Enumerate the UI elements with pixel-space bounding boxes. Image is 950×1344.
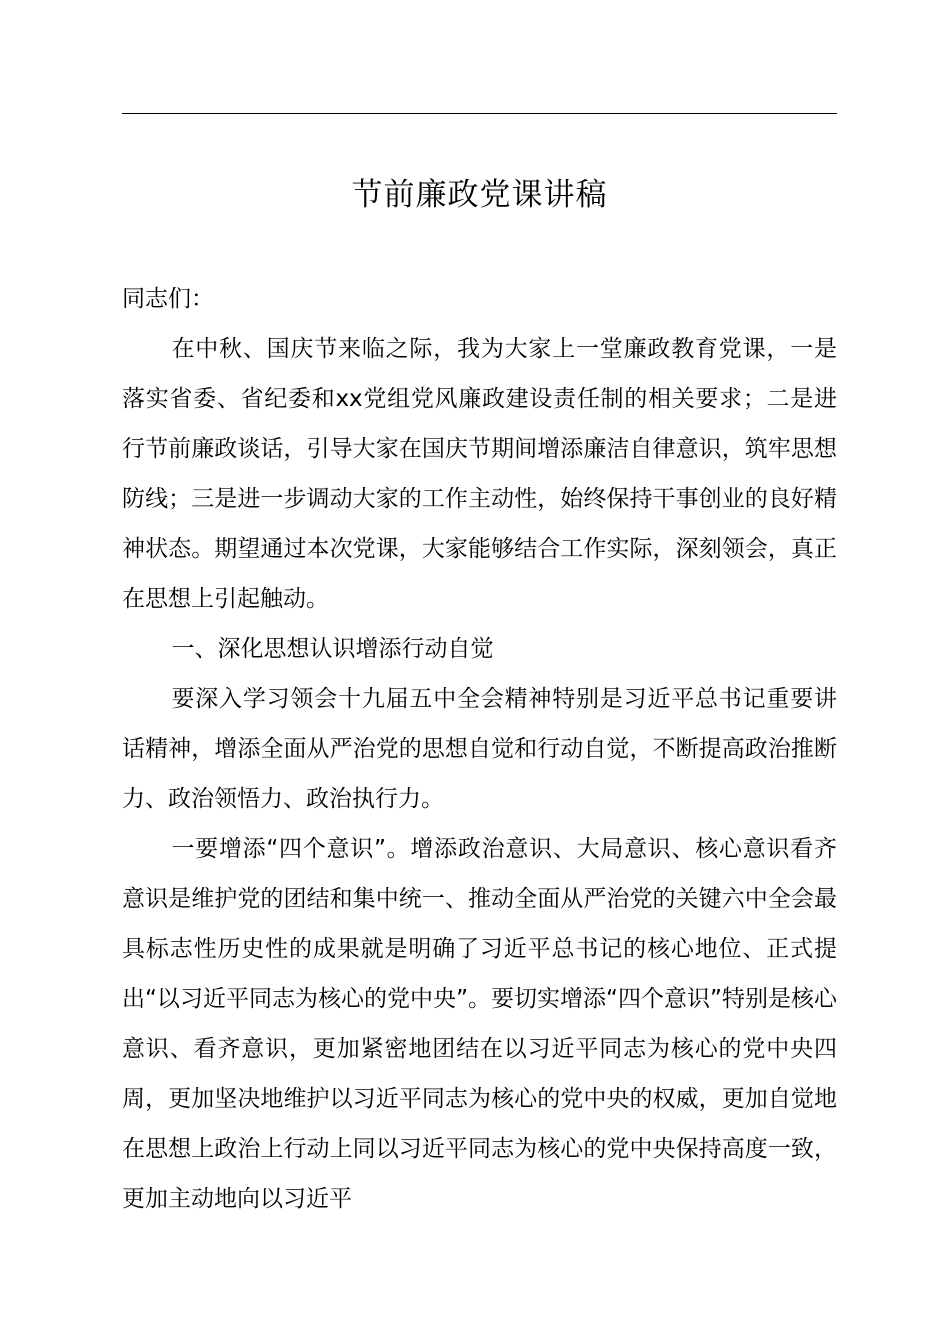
salutation: 同志们：	[122, 286, 214, 312]
document-title: 节前廉政党课讲稿	[351, 177, 608, 213]
document-body	[122, 274, 837, 1224]
paragraph-four-consciousness: 一要增添“四个意识”。增添政治意识、大局意识、核心意识看齐意识是维护党的团结和集中统一、推动全面从严治党的关键六中全会最具标志性历史性的成果就是明确了习近平总书记的核心地位、正式提出“以习近平同志为核心的党中央”。要切实增添“四个意识”特别是核心意识、看齐意识，更加紧密地团结在以习近平同志为核心的党中央四周，更加坚决地维护以习近平同志为核心的党中央的权威，更加自觉地在思想上政治上行动上同以习近平同志为核心的党中央保持高度一致，更加主动地向以习近平	[122, 836, 837, 1212]
paragraph-intro: 在中秋、国庆节来临之际，我为大家上一堂廉政教育党课，一是落实省委、省纪委和xx党组党风廉政建设责任制的相关要求；二是进行节前廉政谈话，引导大家在国庆节期间增添廉洁自律意识，筑牢思想防线；三是进一步调动大家的工作主动性，始终保持干事创业的良好精神状态。期望通过本次党课，大家能够结合工作实际，深刻领会，真正在思想上引起触动。	[122, 336, 837, 612]
section-heading-1: 一、深化思想认识增添行动自觉	[171, 636, 494, 662]
header-rule	[122, 113, 837, 114]
paragraph-section-1: 要深入学习领会十九届五中全会精神特别是习近平总书记重要讲话精神，增添全面从严治党的思想自觉和行动自觉，不断提高政治推断力、政治领悟力、政治执行力。	[122, 686, 837, 812]
